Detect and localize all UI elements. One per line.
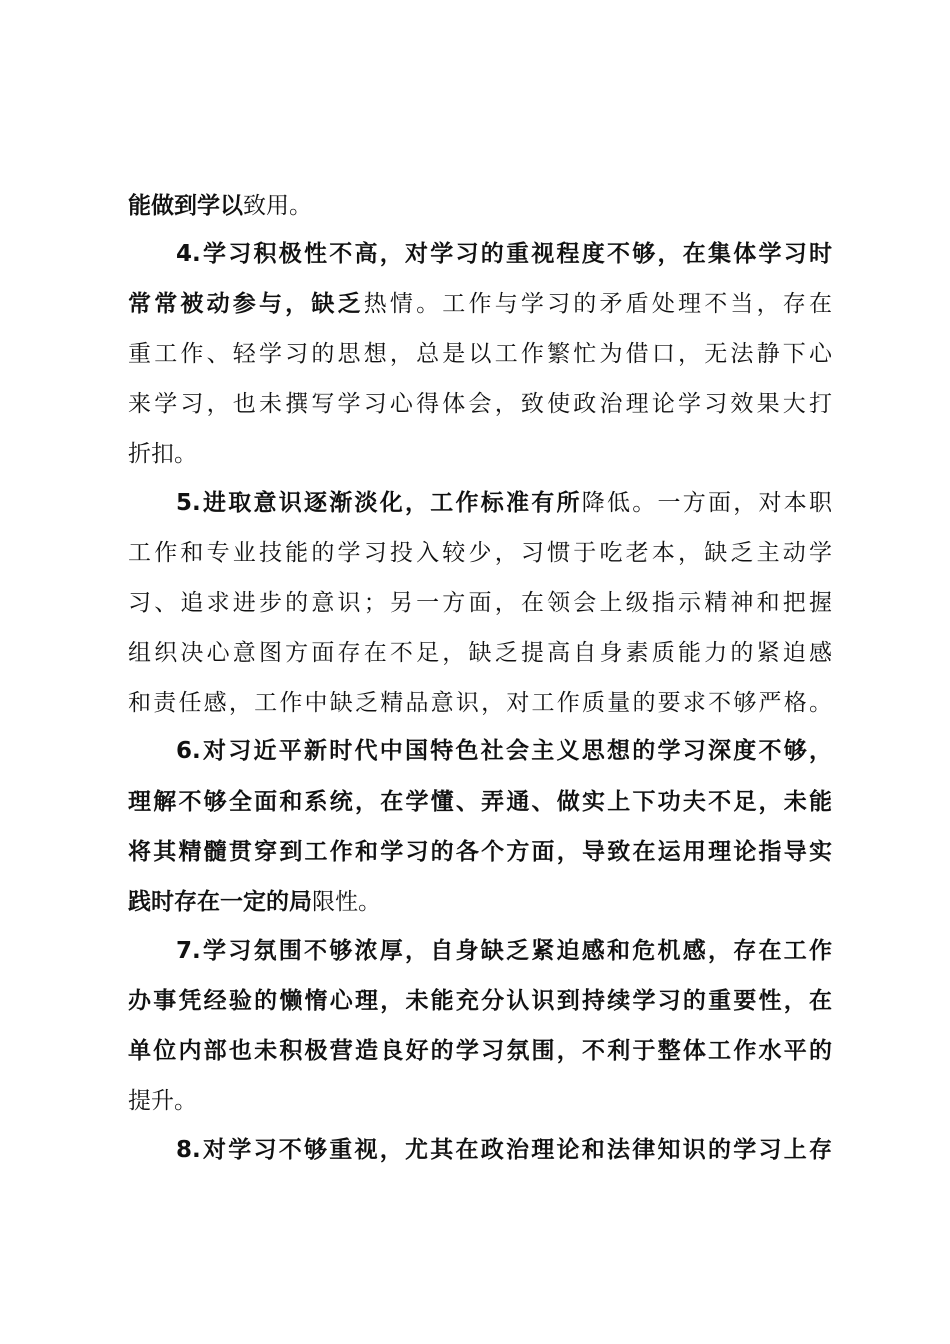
text-span: 组织决心意图方面存在不足，缺乏提高自身素质能力的紧迫感 xyxy=(128,640,832,666)
text-span: 限性。 xyxy=(312,889,381,915)
text-line-6 xyxy=(128,434,832,474)
text-line-18 xyxy=(128,1031,832,1071)
text-span: 重工作、轻学习的思想，总是以工作繁忙为借口，无法静下心 xyxy=(128,341,832,367)
text-span: 单位内部也未积极营造良好的学习氛围，不利于整体工作水平的 xyxy=(128,1038,832,1064)
text-span: 降低。一方面，对本职 xyxy=(581,490,832,516)
text-line-13 xyxy=(128,782,832,822)
text-line-9 xyxy=(128,583,832,623)
paragraph-8-heading xyxy=(176,1130,832,1170)
paragraph-7-heading xyxy=(176,931,832,971)
text-span: 常常被动参与，缺乏 xyxy=(128,291,364,317)
text-span: 8.对学习不够重视，尤其在政治理论和法律知识的学习上存 xyxy=(176,1137,832,1163)
text-line-10 xyxy=(128,633,832,673)
text-span: 提升。 xyxy=(128,1088,197,1114)
text-line-3 xyxy=(128,284,832,324)
text-span: 习、追求进步的意识；另一方面，在领会上级指示精神和把握 xyxy=(128,590,832,616)
text-span: 能做到学以 xyxy=(128,193,243,219)
text-span: 热情。工作与学习的矛盾处理不当，存在 xyxy=(363,291,832,317)
text-span: 6.对习近平新时代中国特色社会主义思想的学习深度不够， xyxy=(176,738,832,764)
text-span: 致用。 xyxy=(243,193,312,219)
text-span: 4.学习积极性不高，对学习的重视程度不够，在集体学习时 xyxy=(176,241,832,267)
paragraph-4-heading xyxy=(176,234,832,274)
text-span: 来学习，也未撰写学习心得体会，致使政治理论学习效果大打 xyxy=(128,391,832,417)
text-line-8 xyxy=(128,533,832,573)
text-line-4 xyxy=(128,334,832,374)
text-span: 5.进取意识逐渐淡化，工作标准有所 xyxy=(176,490,582,516)
text-span: 践时存在一定的局 xyxy=(128,889,312,915)
text-span: 7.学习氛围不够浓厚，自身缺乏紧迫感和危机感，存在工作 xyxy=(176,938,832,964)
text-line-17 xyxy=(128,981,832,1021)
text-line-1 xyxy=(128,186,832,226)
text-span: 理解不够全面和系统，在学懂、弄通、做实上下功夫不足，未能 xyxy=(128,789,832,815)
text-line-19 xyxy=(128,1081,832,1121)
text-line-15 xyxy=(128,882,832,922)
text-span: 折扣。 xyxy=(128,441,197,467)
text-span: 工作和专业技能的学习投入较少，习惯于吃老本，缺乏主动学 xyxy=(128,540,832,566)
text-span: 办事凭经验的懒惰心理，未能充分认识到持续学习的重要性，在 xyxy=(128,988,832,1014)
text-span: 和责任感，工作中缺乏精品意识，对工作质量的要求不够严格。 xyxy=(128,690,832,716)
text-line-5 xyxy=(128,384,832,424)
text-span: 将其精髓贯穿到工作和学习的各个方面，导致在运用理论指导实 xyxy=(128,839,832,865)
text-line-14 xyxy=(128,832,832,872)
paragraph-5-heading xyxy=(176,483,832,523)
text-line-11 xyxy=(128,683,832,723)
paragraph-6-heading xyxy=(176,731,832,771)
